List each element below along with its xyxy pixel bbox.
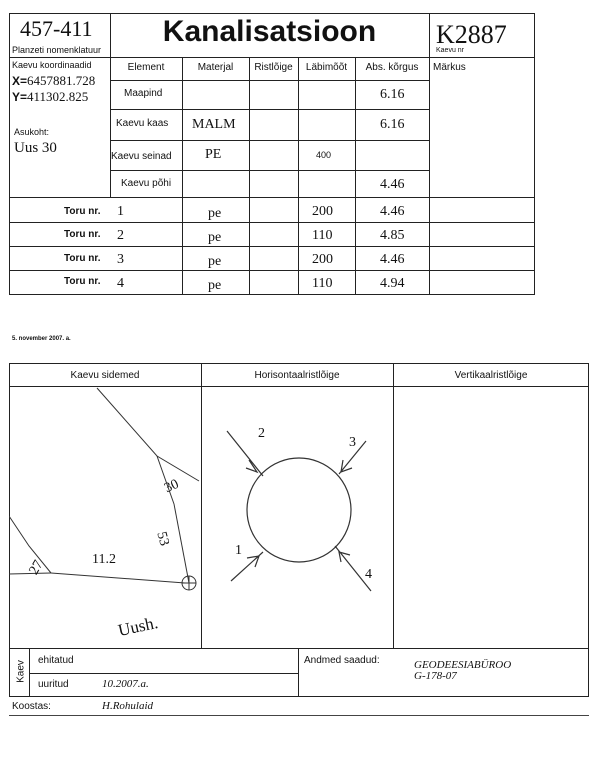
connection-sketch [9, 386, 201, 649]
col-title-vertical: Vertikaalristlõige [454, 370, 528, 381]
data-source-office: GEODEESIABÜROO [414, 659, 512, 671]
sketch-line [97, 388, 199, 481]
data-source-code: G-178-07 [414, 670, 457, 682]
pipe-elevation: 4.94 [380, 276, 405, 291]
sketch-label-53: 53 [153, 530, 172, 548]
pipe-line-3 [9, 270, 535, 271]
coord-y [12, 89, 88, 105]
coord-y-prefix: Y= [12, 90, 28, 104]
surveyed-value: 10.2007.a. [102, 678, 149, 690]
col-line-elevation [355, 57, 356, 295]
element-elevation: 6.16 [380, 117, 405, 132]
coord-x-prefix: X= [12, 74, 28, 88]
header-vline-2 [429, 13, 430, 295]
header-divider [9, 57, 535, 58]
element-elevation: 6.16 [380, 87, 405, 102]
sketch-label-30: 30 [162, 476, 182, 497]
pipe-number: 3 [117, 252, 124, 267]
footer-vline-mid [298, 649, 299, 697]
footer-line [29, 673, 298, 674]
well-number: K2887 [436, 20, 507, 49]
pipe-diameter: 200 [312, 204, 333, 219]
element-elevation: 4.46 [380, 177, 405, 192]
pipe-mark-1: 1 [235, 543, 242, 558]
location-value: Uus 30 [14, 140, 57, 156]
compiled-value: H.Rohulaid [102, 700, 154, 712]
col-header-remark: Märkus [433, 62, 466, 73]
col-header-section: Ristlõige [254, 62, 293, 73]
data-source-label: Andmed saadud: [304, 655, 380, 666]
footer-side-label: Kaev [15, 660, 27, 683]
pipe-material: pe [208, 254, 222, 269]
surveyed-label: uuritud [38, 679, 69, 690]
col-header-element: Element [127, 62, 165, 73]
element-material: PE [205, 147, 222, 162]
pipe-diameter: 110 [312, 276, 333, 291]
well-number-label: Kaevu nr [436, 47, 465, 54]
pipe-elevation: 4.85 [380, 228, 405, 243]
element-name: Kaevu seinad [111, 151, 172, 162]
coord-y-value: 411302.825 [27, 89, 89, 104]
element-name: Maapind [124, 88, 163, 99]
col-line-section [249, 57, 250, 295]
horizontal-section [201, 386, 393, 649]
sketch-label-27: 27 [26, 557, 47, 578]
col-header-diameter: Läbimõõt [305, 62, 348, 73]
sketch-label-11-2: 11.2 [92, 552, 116, 567]
pipe-line-1 [9, 222, 535, 223]
col-line-diameter [298, 57, 299, 295]
pipe-diameter: 200 [312, 252, 333, 267]
sketch-line [51, 573, 185, 583]
col-header-elevation: Abs. kõrgus [365, 62, 419, 73]
element-name: Kaevu kaas [116, 118, 169, 129]
pipe-elevation: 4.46 [380, 204, 405, 219]
pipe-number: 1 [117, 204, 124, 219]
page-title: Kanalisatsioon [162, 15, 377, 48]
date-note: 5. november 2007. a. [12, 336, 71, 342]
pipe-mark-2: 2 [258, 426, 265, 441]
element-diameter: 400 [316, 150, 332, 160]
pipe-diameter: 110 [312, 228, 333, 243]
col-title-horizontal: Horisontaalristlõige [254, 370, 340, 381]
map-sheet-label: Planzeti nomenklatuur [12, 45, 102, 55]
location-label: Asukoht: [14, 127, 50, 137]
pipe-elevation: 4.46 [380, 252, 405, 267]
pipe-material: pe [208, 278, 222, 293]
compiled-line [9, 715, 589, 716]
sketch-line [174, 504, 189, 583]
pipe-line-2 [9, 246, 535, 247]
built-label: ehitatud [38, 655, 74, 666]
row-line-1 [110, 80, 429, 81]
pipe-label: Toru nr. [64, 229, 101, 240]
row-line-2 [110, 109, 429, 110]
row-line-4 [110, 170, 429, 171]
pipe-material: pe [208, 230, 222, 245]
row-line-3 [110, 140, 429, 141]
col-title-connections: Kaevu sidemed [70, 370, 140, 381]
element-name: Kaevu põhi [121, 178, 172, 189]
pipe-label: Toru nr. [64, 253, 101, 264]
pipe-material: pe [208, 206, 222, 221]
pipe-mark-3: 3 [349, 435, 356, 450]
coord-x [12, 73, 95, 89]
col-header-material: Materjal [197, 62, 234, 73]
row-line-5 [9, 197, 535, 198]
pipe-number: 4 [117, 276, 124, 291]
drawings-vline-2 [393, 363, 394, 649]
pipe-label: Toru nr. [64, 276, 101, 287]
pipe-number: 2 [117, 228, 124, 243]
sketch-line [9, 573, 51, 574]
pipe-label: Toru nr. [64, 206, 101, 217]
element-material: MALM [192, 117, 236, 132]
compiled-label: Koostas: [12, 701, 51, 712]
sketch-label-ushdr: Uush. [116, 613, 160, 640]
coords-label: Kaevu koordinaadid [12, 60, 92, 70]
map-sheet-number: 457-411 [20, 16, 93, 41]
col-line-material [182, 57, 183, 295]
coord-x-value: 6457881.728 [27, 73, 96, 88]
pipe-mark-4: 4 [365, 567, 372, 582]
